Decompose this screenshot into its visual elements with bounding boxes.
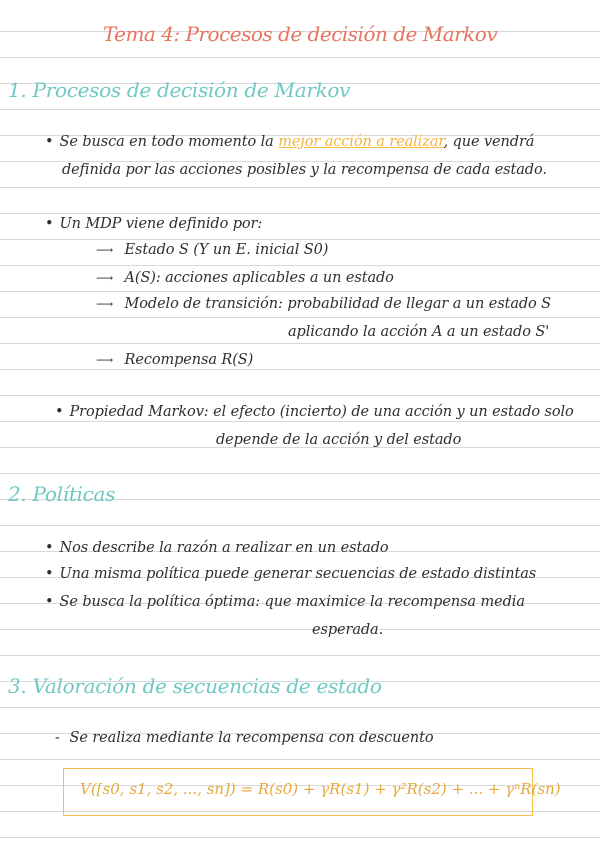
s1-bullet-2	[45, 216, 262, 232]
bullet-dot-icon: •	[45, 134, 54, 150]
s2-bullet-3-line-1	[45, 594, 525, 610]
arrow-right-icon: ⟶	[96, 243, 114, 257]
bullet-dot-icon: •	[45, 594, 54, 610]
section-heading-2: 2. Políticas	[8, 482, 116, 506]
s2-bullet-1	[45, 540, 389, 556]
s2-b2-text: Una misma política puede generar secuencias de estado distintas	[59, 566, 537, 582]
bullet-dot-icon: •	[55, 404, 64, 420]
arrow-right-icon: ⟶	[96, 297, 114, 311]
bullet-dot-icon: •	[45, 540, 54, 556]
bullet-dot-icon: •	[45, 216, 54, 232]
s1-sub1-text: Estado S (Y un E. inicial S0)	[124, 242, 329, 258]
s2-bullet-2	[45, 566, 536, 582]
s3-bullet-1	[55, 730, 433, 746]
section-heading-1: 1. Procesos de decisión de Markov	[8, 78, 351, 102]
s1-bullet-1-line-1	[45, 134, 534, 150]
s1-sub2-text: A(S): acciones aplicables a un estado	[124, 270, 394, 286]
s2-b1-text: Nos describe la razón a realizar en un estado	[59, 540, 389, 556]
s1-sub-item-3-line-1	[96, 296, 551, 312]
s1-sub-item-1	[96, 242, 328, 258]
s2-bullet-3-line-2: esperada.	[312, 622, 384, 638]
s1-sub-item-3-line-2: aplicando la acción A a un estado S'	[288, 324, 550, 340]
s1-bullet-3-line-1	[55, 404, 574, 420]
s3-b1-text: Se realiza mediante la recompensa con descuento	[69, 730, 434, 746]
bullet-dot-icon: •	[45, 566, 54, 582]
s1-sub3-text: Modelo de transición: probabilidad de llegar a un estado S	[124, 296, 552, 312]
s1-b3-text: Propiedad Markov: el efecto (incierto) de una acción y un estado solo	[69, 404, 574, 420]
section-heading-3: 3. Valoración de secuencias de estado	[8, 674, 382, 698]
s1-b1-post: , que vendrá	[443, 134, 535, 150]
s1-bullet-3-line-2: depende de la acción y del estado	[216, 432, 462, 448]
page-title: Tema 4: Procesos de decisión de Markov	[102, 22, 498, 46]
s1-sub4-text: Recompensa R(S)	[124, 352, 254, 368]
s1-bullet-1-line-2: definida por las acciones posibles y la recompensa de cada estado.	[62, 162, 547, 178]
s1-b1-pre: Se busca en todo momento la	[59, 134, 274, 150]
arrow-right-icon: ⟶	[96, 271, 114, 285]
s1-sub-item-2	[96, 270, 394, 286]
bullet-dash-icon: -	[55, 730, 60, 746]
s2-b3-text: Se busca la política óptima: que maximice la recompensa media	[59, 594, 525, 610]
s1-sub-item-4	[96, 352, 253, 368]
arrow-right-icon: ⟶	[96, 353, 114, 367]
s1-b2-text: Un MDP viene definido por:	[59, 216, 263, 232]
s1-b1-highlight: mejor acción a realizar	[278, 134, 444, 150]
discounted-reward-formula: V([s0, s1, s2, ..., sn]) = R(s0) + γR(s1) + γ²R(s2) + ... + γⁿR(sn)	[80, 780, 561, 798]
